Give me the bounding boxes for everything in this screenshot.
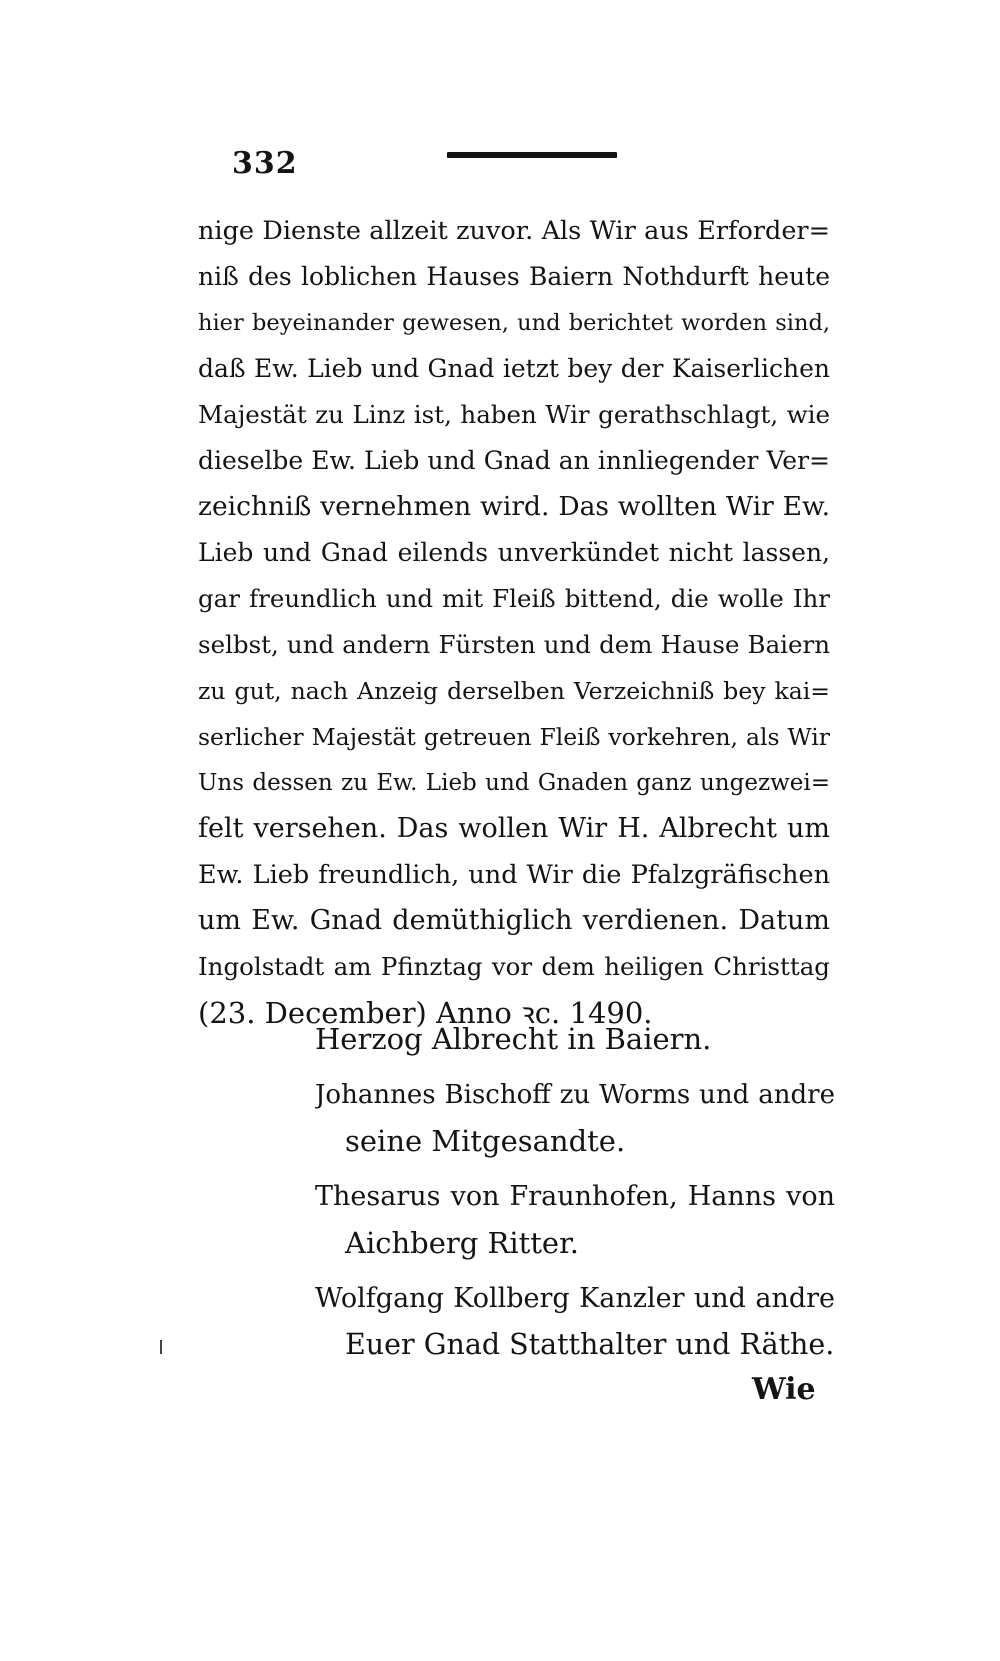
body-line: zeichniß vernehmen wird. Das wollten Wir Ew. — [198, 491, 830, 522]
body-line: Ew. Lieb freundlich, und Wir die Pfalzgräfischen — [198, 860, 830, 890]
signatory-line: Euer Gnad Statthalter und Räthe. — [345, 1328, 835, 1361]
signatory-line: Herzog Albrecht in Baiern. — [315, 1022, 712, 1056]
signatory — [315, 1174, 835, 1266]
print-speck — [160, 1340, 162, 1354]
signatory-line: Wolfgang Kollberg Kanzler und andre — [315, 1283, 835, 1314]
body-line-date: (23. December) Anno ꝛc. 1490. — [198, 996, 653, 1030]
body-line: serlicher Majestät getreuen Fleiß vorkehren, als Wir — [198, 723, 830, 751]
body-line: felt versehen. Das wollen Wir H. Albrecht um — [198, 813, 830, 844]
body-line: Uns dessen zu Ew. Lieb und Gnaden ganz ungezwei= — [198, 770, 830, 796]
signatory-line: Aichberg Ritter. — [345, 1226, 579, 1260]
signatory-line: Thesarus von Fraunhofen, Hanns von — [315, 1181, 835, 1212]
page-number: 332 — [232, 146, 298, 181]
signatory — [315, 1276, 835, 1368]
header-rule — [447, 152, 617, 158]
signature-block — [315, 1016, 835, 1378]
body-line: Majestät zu Linz ist, haben Wir gerathschlagt, wie — [198, 400, 830, 429]
signatory-line: seine Mitgesandte. — [345, 1124, 626, 1158]
body-line: Ingolstadt am Pfinztag vor dem heiligen Christtag — [198, 952, 830, 981]
body-line: Lieb und Gnad eilends unverkündet nicht lassen, — [198, 538, 830, 567]
body-line: dieselbe Ew. Lieb und Gnad an innliegender Ver= — [198, 446, 830, 475]
body-line: niß des loblichen Hauses Baiern Nothdurft heute — [198, 262, 830, 291]
letter-body — [198, 208, 830, 1036]
signatory-line: Johannes Bischoff zu Worms und andre — [315, 1080, 835, 1110]
signatory — [315, 1072, 835, 1164]
body-line: zu gut, nach Anzeig derselben Verzeichniß bey kai= — [198, 677, 830, 705]
body-line: selbst, und andern Fürsten und dem Hause Baiern — [198, 630, 830, 659]
body-line: hier beyeinander gewesen, und berichtet worden sind, — [198, 310, 830, 336]
body-line: um Ew. Gnad demüthiglich verdienen. Datum — [198, 905, 830, 936]
signatory — [315, 1016, 835, 1062]
body-line: nige Dienste allzeit zuvor. Als Wir aus Erforder= — [198, 216, 830, 246]
body-line: gar freundlich und mit Fleiß bittend, die wolle Ihr — [198, 584, 830, 613]
catchword: Wie — [752, 1372, 816, 1407]
body-line: daß Ew. Lieb und Gnad ietzt bey der Kaiserlichen — [198, 354, 830, 383]
